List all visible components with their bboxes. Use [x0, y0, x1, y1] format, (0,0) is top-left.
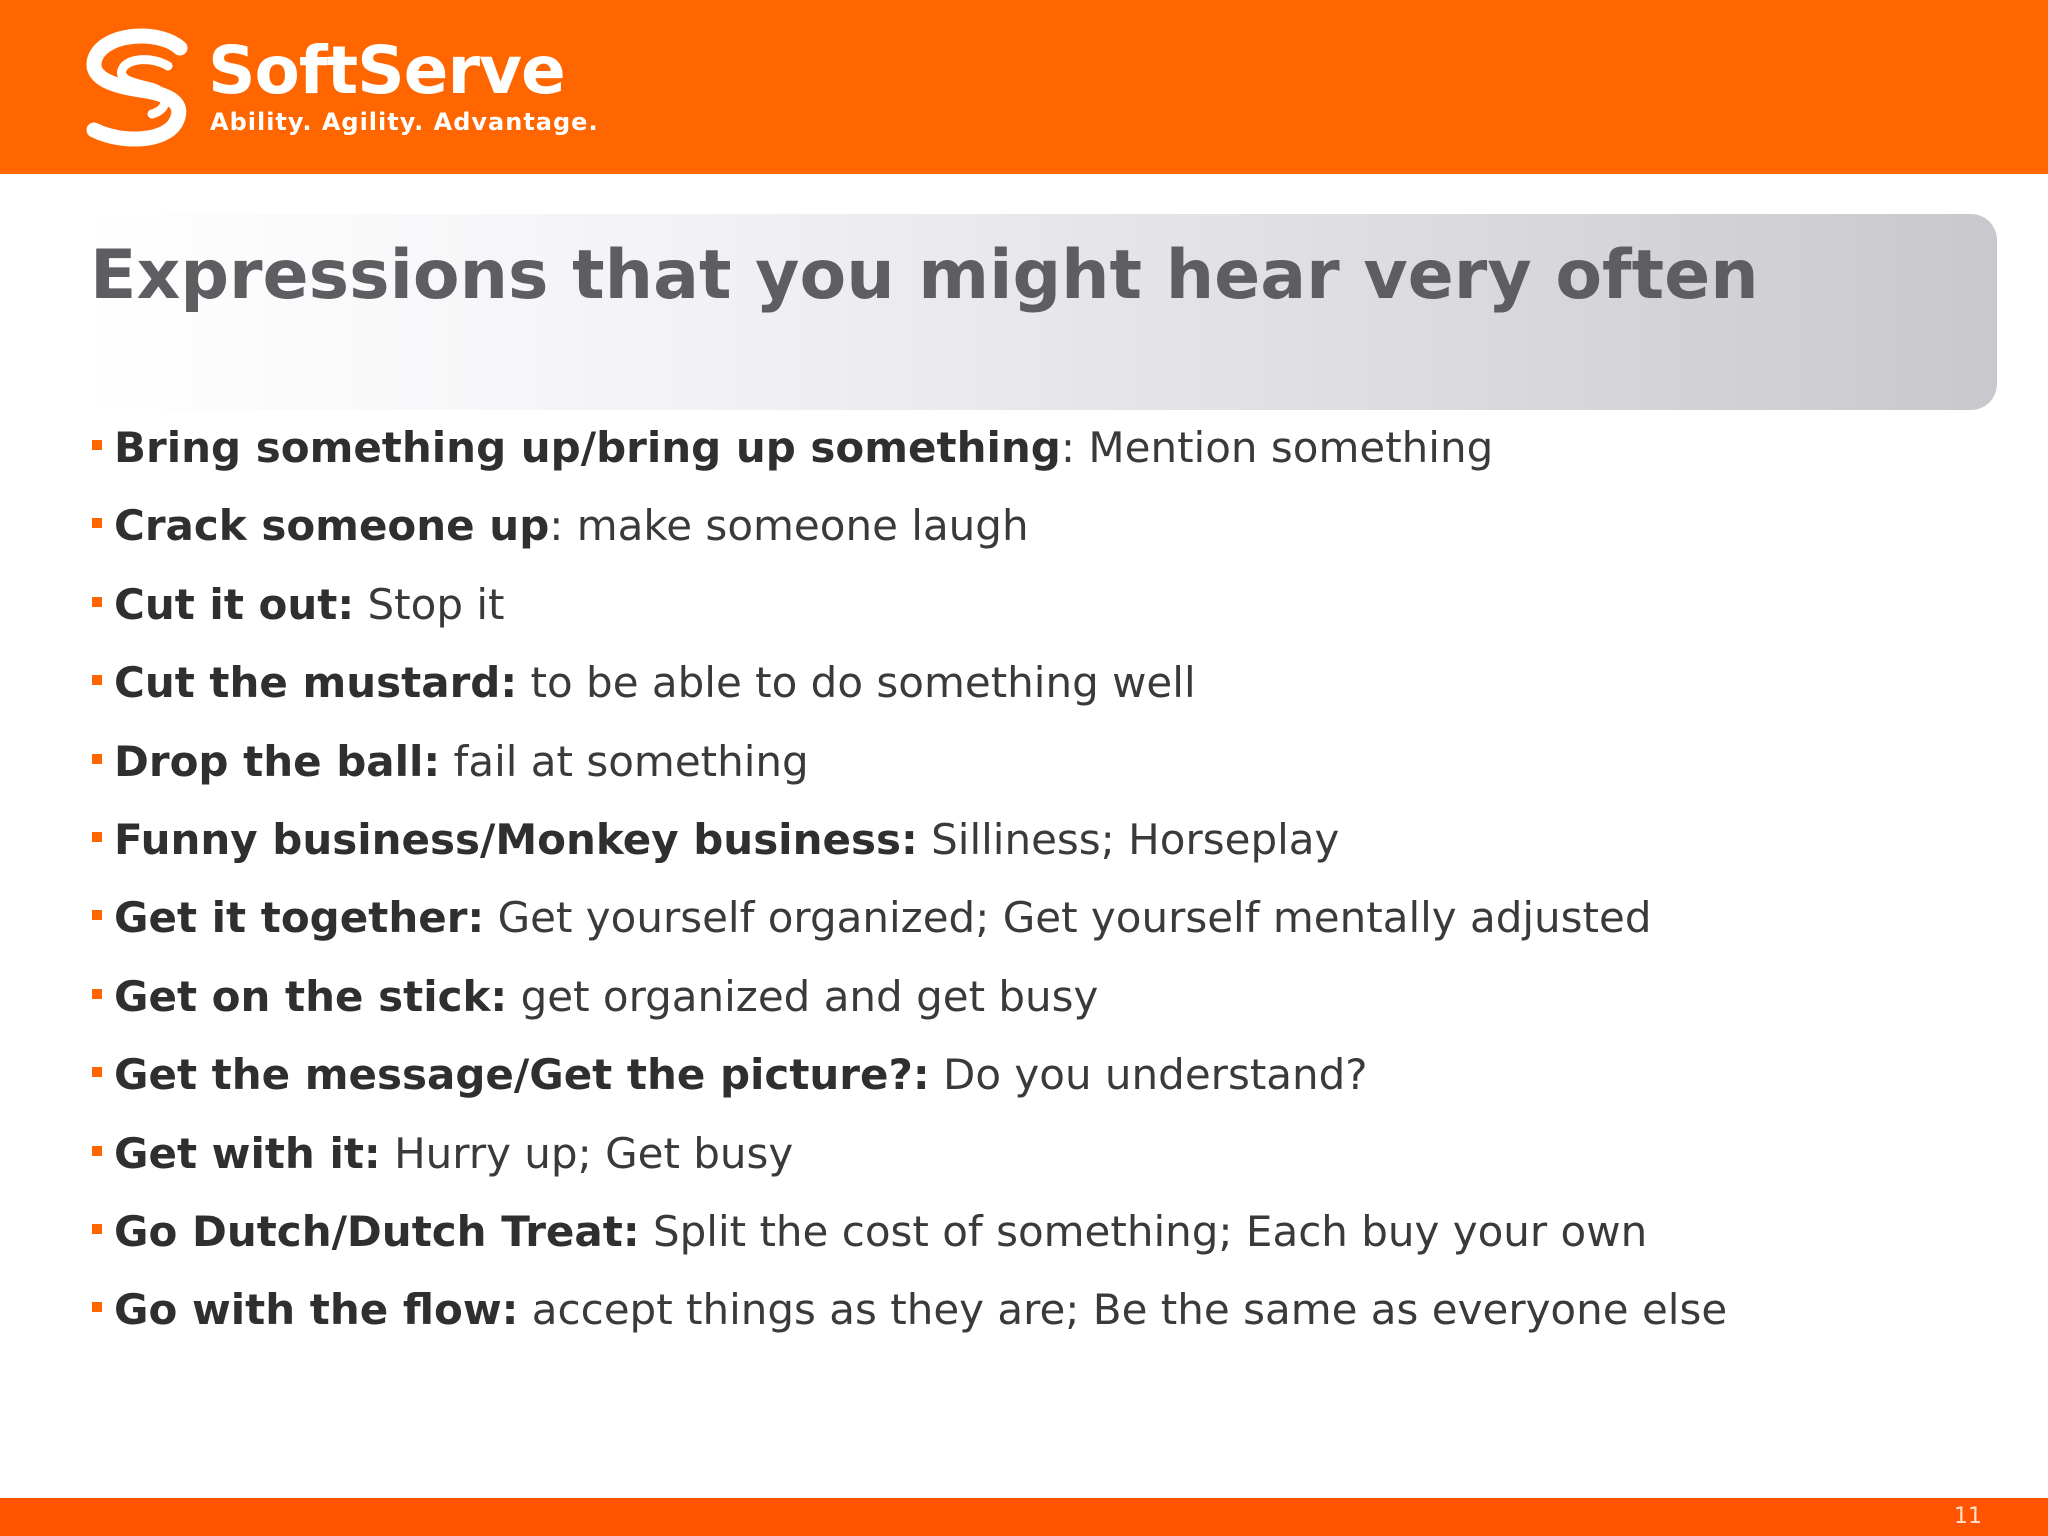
expression-term: Cut the mustard: — [114, 658, 518, 708]
expression-term: Get it together: — [114, 893, 485, 943]
bullet-marker — [92, 754, 102, 764]
list-item — [90, 575, 1727, 653]
footer-bar — [0, 1498, 2048, 1536]
list-item — [90, 1045, 1727, 1123]
page-title: Expressions that you might hear very often — [90, 236, 1759, 315]
expression-term: Get on the stick: — [114, 971, 508, 1021]
softserve-swirl-icon — [82, 26, 206, 150]
list-item — [90, 810, 1727, 888]
expression-definition: Stop it — [354, 579, 505, 629]
expression-definition: Split the cost of something; Each buy your own — [639, 1206, 1648, 1256]
expression-definition: Do you understand? — [929, 1050, 1368, 1100]
list-item — [90, 1202, 1727, 1280]
brand-name: SoftServe — [208, 32, 565, 109]
expression-definition: to be able to do something well — [517, 658, 1196, 708]
bullet-marker — [92, 910, 102, 920]
bullet-marker — [92, 440, 102, 450]
bullet-marker — [92, 518, 102, 528]
bullet-marker — [92, 1067, 102, 1077]
bullet-marker — [92, 989, 102, 999]
expression-definition: accept things as they are; Be the same as everyone else — [518, 1285, 1728, 1335]
expression-list — [90, 418, 1727, 1359]
bullet-marker — [92, 597, 102, 607]
softserve-logo — [82, 26, 602, 156]
expression-definition: get organized and get busy — [507, 971, 1099, 1021]
list-item — [90, 967, 1727, 1045]
expression-definition: fail at something — [440, 736, 809, 786]
bullet-marker — [92, 1146, 102, 1156]
list-item — [90, 418, 1727, 496]
list-item — [90, 888, 1727, 966]
expression-term: Drop the ball: — [114, 736, 441, 786]
list-item — [90, 1124, 1727, 1202]
expression-term: Get the message/Get the picture?: — [114, 1050, 930, 1100]
list-item — [90, 653, 1727, 731]
bullet-marker — [92, 1302, 102, 1312]
expression-definition: Get yourself organized; Get yourself mentally adjusted — [484, 893, 1652, 943]
expression-definition: : Mention something — [1060, 423, 1494, 472]
expression-definition: Silliness; Horseplay — [917, 814, 1340, 864]
bullet-marker — [92, 832, 102, 842]
list-item — [90, 496, 1727, 574]
list-item — [90, 732, 1727, 810]
expression-term: Crack someone up — [114, 501, 550, 551]
page-number: 11 — [1954, 1504, 1982, 1529]
expression-term: Funny business/Monkey business: — [114, 814, 918, 864]
expression-definition: Hurry up; Get busy — [380, 1128, 794, 1178]
expression-term: Go with the flow: — [114, 1285, 519, 1335]
expression-term: Bring something up/bring up something — [114, 423, 1061, 472]
list-item — [90, 1280, 1727, 1358]
expression-term: Get with it: — [114, 1128, 381, 1178]
header-bar — [0, 0, 2048, 174]
expression-term: Cut it out: — [114, 579, 355, 629]
brand-tagline: Ability. Agility. Advantage. — [210, 108, 599, 136]
bullet-marker — [92, 1224, 102, 1234]
bullet-marker — [92, 675, 102, 685]
expression-definition: : make someone laugh — [549, 501, 1029, 551]
expression-term: Go Dutch/Dutch Treat: — [114, 1206, 640, 1256]
